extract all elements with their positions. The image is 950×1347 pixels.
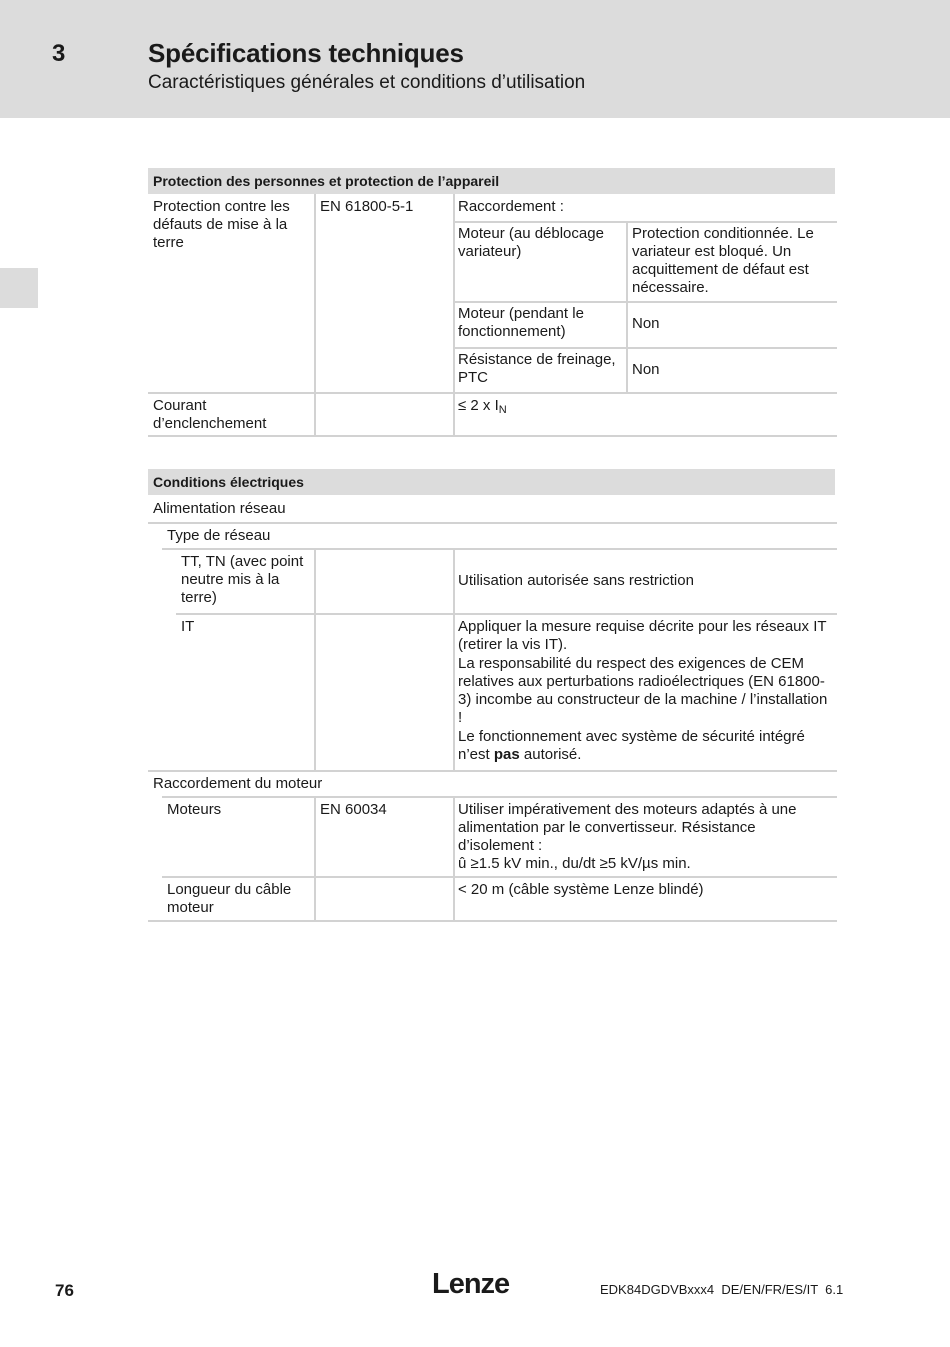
- it-value-p3-b: autorisé.: [519, 746, 582, 763]
- divider: [455, 221, 837, 223]
- tt-tn-label: TT, TN (avec point neutre mis à la terre): [181, 553, 304, 606]
- moteurs-value: [458, 801, 830, 873]
- row-label-protection-terre: Protection contre les défauts de mise à la terre: [153, 198, 290, 251]
- longueur-value: < 20 m (câble système Lenze blindé): [458, 881, 704, 898]
- row-raccordement-label: Raccordement :: [458, 198, 564, 215]
- it-value-p3-a: Le fonctionnement avec système de sécurité intégré n’est: [458, 728, 805, 763]
- alimentation-reseau-label: Alimentation réseau: [153, 500, 286, 517]
- section-heading: [148, 168, 835, 194]
- chapter-number: 3: [52, 40, 66, 67]
- it-value: [458, 618, 830, 764]
- sub-label-moteur-fonctionnement: Moteur (pendant le fonctionnement): [458, 305, 584, 340]
- raccordement-moteur-label: Raccordement du moteur: [153, 775, 323, 792]
- divider: [148, 920, 837, 922]
- longueur-label: Longueur du câble moteur: [167, 881, 292, 916]
- divider: [162, 876, 837, 878]
- page-number: 76: [55, 1281, 74, 1300]
- lenze-logo: Lenze: [432, 1268, 510, 1300]
- it-value-p1: Appliquer la mesure requise décrite pour les réseaux IT (retirer la vis IT).: [458, 618, 827, 653]
- section-heading-text: Protection des personnes et protection de l’appareil: [153, 173, 500, 189]
- chapter-header: [0, 0, 950, 118]
- row-label-courant: Courant d’enclenchement: [153, 397, 267, 432]
- it-value-p3-bold: pas: [493, 746, 520, 763]
- divider: [148, 770, 837, 772]
- moteurs-standard: EN 60034: [320, 801, 387, 818]
- it-label: IT: [181, 618, 195, 635]
- divider: [626, 221, 628, 392]
- section-heading-text: Conditions électriques: [153, 474, 304, 490]
- sub-value-moteur-deblocage: Protection conditionnée. Le variateur est bloqué. Un acquittement de défaut est nécessaire.: [632, 225, 814, 296]
- divider: [148, 435, 837, 437]
- divider: [314, 194, 316, 436]
- moteurs-value-line2: û ≥1.5 kV min., du/dt ≥5 kV/µs min.: [458, 855, 691, 872]
- page-subtitle: Caractéristiques générales et conditions d’utilisation: [148, 72, 586, 93]
- it-value-p2: La responsabilité du respect des exigences de CEM relatives aux perturbations radioélectriques (EN 61800-3) incombe au constructeur de la machine / l’installation !: [458, 655, 828, 726]
- sub-value-resistance-freinage: Non: [632, 361, 660, 378]
- document-id: EDK84DGDVBxxx4 DE/EN/FR/ES/IT 6.1: [600, 1282, 844, 1297]
- divider: [455, 347, 837, 349]
- courant-value-subscript: N: [498, 404, 507, 416]
- page-title: Spécifications techniques: [148, 38, 464, 68]
- moteurs-value-text: Utiliser impérativement des moteurs adaptés à une alimentation par le convertisseur. Résistance d’isolement :: [458, 801, 797, 854]
- row-value-courant: [458, 397, 828, 416]
- moteurs-label: Moteurs: [167, 801, 222, 818]
- courant-value-main: ≤ 2 x I: [458, 397, 499, 414]
- divider: [314, 796, 316, 921]
- type-reseau-label: Type de réseau: [167, 527, 271, 544]
- divider: [162, 796, 837, 798]
- divider: [314, 548, 316, 770]
- divider: [453, 548, 455, 770]
- sub-label-moteur-deblocage: Moteur (au déblocage variateur): [458, 225, 604, 260]
- divider: [148, 392, 837, 394]
- sub-label-resistance-freinage: Résistance de freinage, PTC: [458, 351, 616, 386]
- divider: [453, 194, 455, 436]
- tt-tn-value: Utilisation autorisée sans restriction: [458, 572, 694, 589]
- divider: [455, 301, 837, 303]
- chapter-side-tab: [0, 268, 38, 308]
- divider: [162, 548, 837, 550]
- divider: [148, 522, 837, 524]
- divider: [453, 796, 455, 921]
- section-heading: [148, 469, 835, 495]
- row-standard-en61800: EN 61800-5-1: [320, 198, 414, 215]
- divider: [176, 613, 837, 615]
- sub-value-moteur-fonctionnement: Non: [632, 315, 660, 332]
- it-value-p3: [458, 728, 830, 764]
